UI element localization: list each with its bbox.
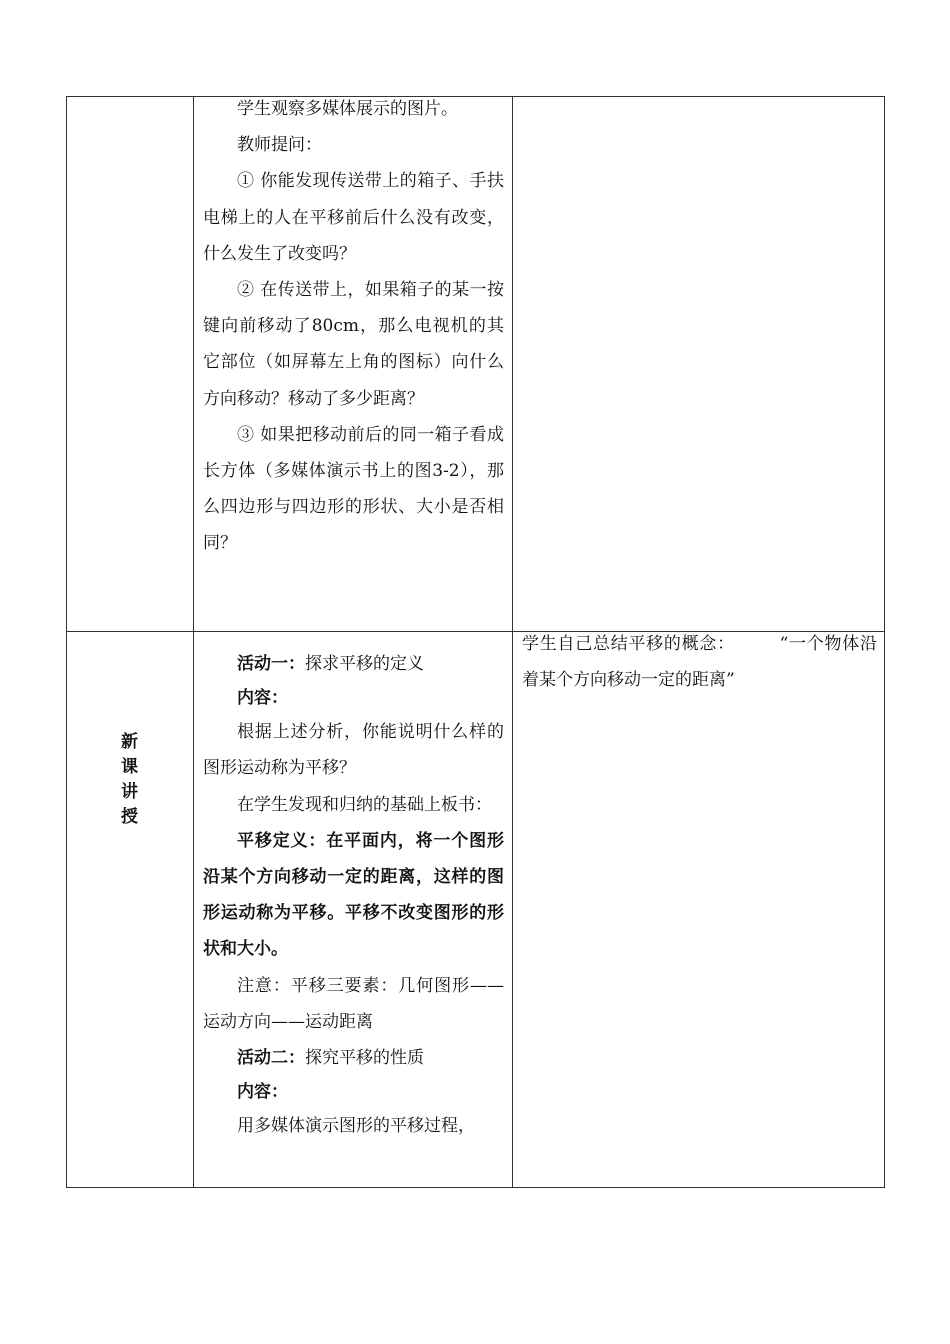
content-label-1: 内容：: [237, 688, 288, 709]
activity1-heading: [203, 646, 504, 682]
stage-label-char: 新: [121, 732, 138, 752]
row1-question-2: ② 在传送带上，如果箱子的某一按键向前移动了80cm，那么电视机的其它部位（如屏幕左上角的图标）向什么方向移动？移动了多少距离？: [203, 280, 504, 409]
row2-teacher-cell: [193, 646, 512, 1187]
row1-line-question: 教师提问：: [237, 135, 322, 156]
activity2-heading: [203, 1040, 504, 1076]
stage-label-char: 授: [121, 807, 138, 827]
row2-student-cell: [512, 626, 885, 1187]
content-label-2: 内容：: [237, 1082, 288, 1103]
row1-question-3: ③ 如果把移动前后的同一箱子看成长方体（多媒体演示书上的图3-2），那么四边形与四边形的形状、大小是否相同？: [203, 424, 504, 554]
stage-label-char: 讲: [121, 782, 138, 802]
row2-stage-cell: [66, 632, 193, 1187]
activity2-text: 探究平移的性质: [305, 1048, 424, 1069]
row1-question-1: ① 你能发现传送带上的箱子、手扶电梯上的人在平移前后什么没有改变，什么发生了改变吗？: [203, 171, 504, 264]
row1-stage-cell: [66, 96, 193, 631]
student-summary: 学生自己总结平移的概念： “一个物体沿着某个方向移动一定的距离”: [522, 634, 877, 690]
translation-definition: 平移定义：在平面内，将一个图形沿某个方向移动一定的距离，这样的图形运动称为平移。平移不改变图形的形状和大小。: [203, 830, 504, 960]
paragraph-demo: 用多媒体演示图形的平移过程，: [237, 1116, 475, 1137]
row1-line-observe: 学生观察多媒体展示的图片。: [237, 99, 458, 119]
activity1-title: 活动一：: [237, 654, 305, 674]
translation-note: 注意：平移三要素：几何图形——运动方向——运动距离: [203, 975, 504, 1032]
row1-teacher-cell: [193, 91, 512, 626]
table-bottom-border: [66, 1187, 885, 1188]
activity2-title: 活动二：: [237, 1048, 305, 1069]
lesson-table: [66, 96, 885, 1188]
paragraph-board: 在学生发现和归纳的基础上板书：: [237, 794, 492, 815]
stage-label-char: 课: [121, 757, 138, 777]
stage-label-new-lesson: [66, 730, 193, 830]
row1-student-cell: [512, 96, 885, 631]
activity1-text: 探求平移的定义: [305, 654, 424, 674]
paragraph-analysis: 根据上述分析，你能说明什么样的图形运动称为平移？: [203, 722, 504, 779]
